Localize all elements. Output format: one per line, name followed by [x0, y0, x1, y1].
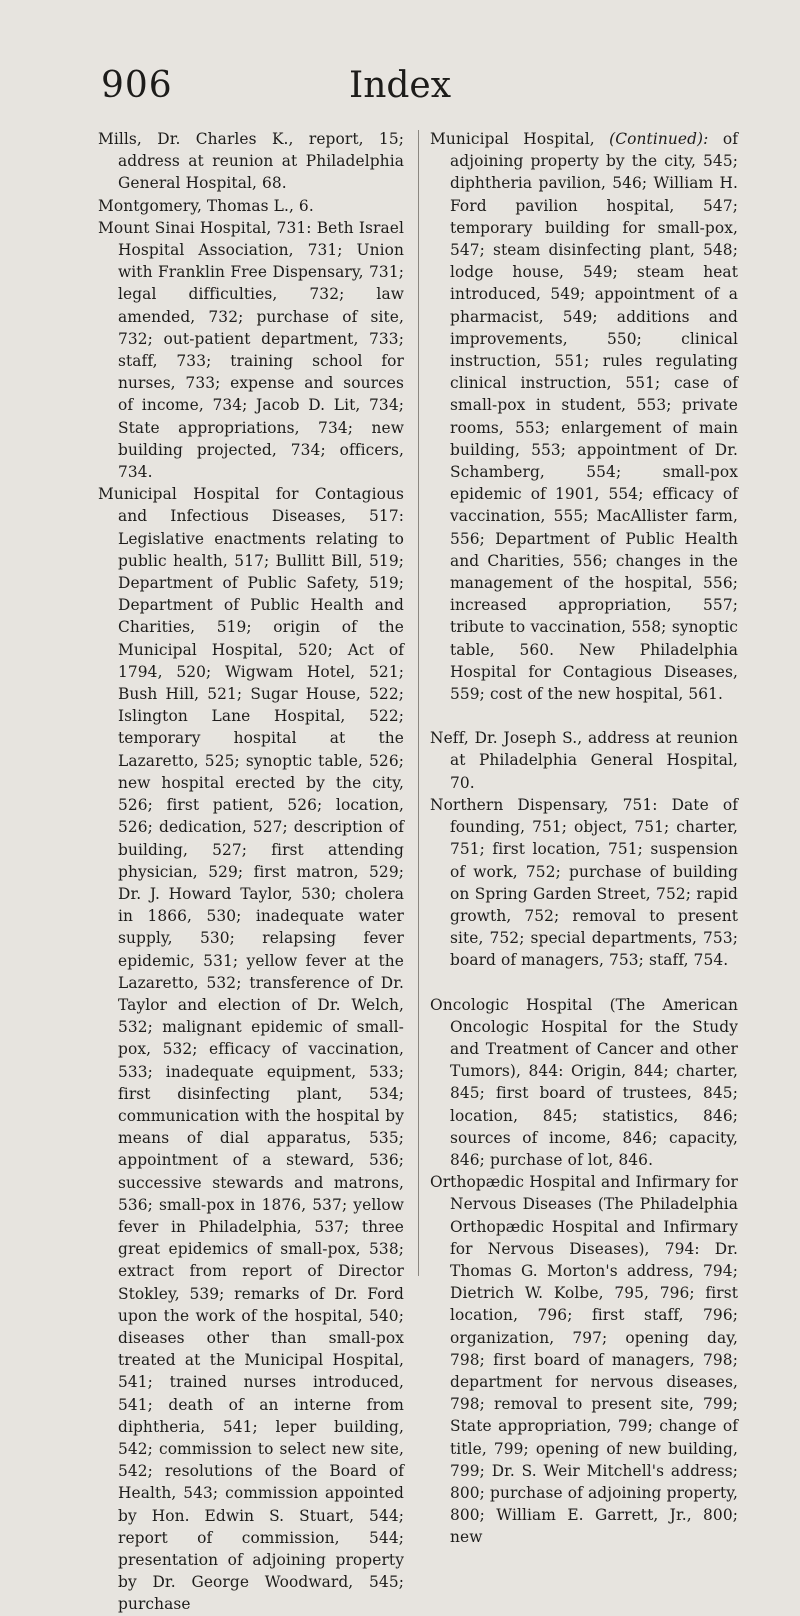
index-entry-mills: Mills, Dr. Charles K., report, 15; address at reunion at Philadelphia General Hospital, 68. [98, 130, 404, 193]
continued-label: (Continued): [609, 130, 709, 148]
left-column [98, 128, 404, 1616]
index-entry-neff: Neff, Dr. Joseph S., address at reunion at Philadelphia General Hospital, 70. [430, 729, 738, 792]
running-title: Index [348, 65, 452, 106]
index-entry-mount-sinai: Mount Sinai Hospital, 731: Beth Israel Hospital Association, 731; Union with Franklin Free Dispensary, 731; legal difficulties, 732; law amended, 732; purchase of site, 732; out-patient department, 733; staff, 733; training school for nurses, 733; expense and sources of income, 734; Jacob D. Lit, 734; State appropriations, 734; new building projected, 734; officers, 734. [98, 218, 404, 482]
continuation-text: of adjoining property by the city, 545; diphtheria pavilion, 546; William H. Ford pavilion hospital, 547; temporary building for small-pox, 547; steam disinfecting plant, 548; lodge house, 549; steam heat introduced, 549; appointment of a pharmacist, 549; additions and improvements, 550; clinical instruction, 551; rules regulating clinical instruction, 551; case of small-pox in student, 553; private rooms, 553; enlargement of main building, 553; appointment of Dr. Schamberg, 554; small-pox epidemic of 1901, 554; efficacy of vaccination, 555; MacAllister farm, 556; Department of Public Health and Charities, 556; changes in the management of the hospital, 556; increased appropriation, 557; tribute to vaccination, 558; synoptic table, 560. New Philadelphia Hospital for Contagious Diseases, 559; cost of the new hospital, 561. [450, 130, 739, 704]
index-entry-municipal-hospital: Municipal Hospital for Contagious and Infectious Diseases, 517: Legislative enactments relating to public health, 517; Bullitt Bill, 519; Department of Public Safety, 519; Department of Public Health and Charities, 519; origin of the Municipal Hospital, 520; Act of 1794, 520; Wigwam Hotel, 521; Bush Hill, 521; Sugar House, 522; Islington Lane Hospital, 522; temporary hospital at the Lazaretto, 525; synoptic table, 526; new hospital erected by the city, 526; first patient, 526; location, 526; dedication, 527; description of building, 527; first attending physician, 529; first matron, 529; Dr. J. Howard Taylor, 530; cholera in 1866, 530; inadequate water supply, 530; relapsing fever epidemic, 531; yellow fever at the Lazaretto, 532; transference of Dr. Taylor and election of Dr. Welch, 532; malignant epidemic of small-pox, 532; efficacy of vaccination, 533; inadequate equipment, 533; first disinfecting plant, 534; communication with the hospital by means of dial apparatus, 535; appointment of a steward, 536; successive stewards and matrons, 536; small-pox in 1876, 537; yellow fever in Philadelphia, 537; three great epidemics of small-pox, 538; extract from report of Director Stokley, 539; remarks of Dr. Ford upon the work of the hospital, 540; diseases other than small-pox treated at the Municipal Hospital, 541; trained nurses introduced, 541; death of an interne from diphtheria, 541; leper building, 542; commission to select new site, 542; resolutions of the Board of Health, 543; commission appointed by Hon. Edwin S. Stuart, 544; report of commission, 544; presentation of adjoining property by Dr. George Woodward, 545; purchase [98, 485, 404, 1614]
index-entry-montgomery: Montgomery, Thomas L., 6. [98, 196, 314, 215]
right-column [430, 128, 738, 1549]
column-divider [418, 130, 419, 1276]
index-entry-northern-dispensary: Northern Dispensary, 751: Date of founding, 751; object, 751; charter, 751; first location, 751; suspension of work, 752; purchase of building on Spring Garden Street, 752; rapid growth, 752; removal to present site, 752; special departments, 753; board of managers, 753; staff, 754. [430, 795, 738, 970]
index-entry-municipal-continued [430, 128, 738, 705]
page-header [0, 65, 800, 112]
index-entry-oncologic-hospital: Oncologic Hospital (The American Oncologic Hospital for the Study and Treatment of Cancer and other Tumors), 844: Origin, 844; charter, 845; first board of trustees, 845; location, 845; statistics, 846; sources of income, 846; capacity, 846; purchase of lot, 846. [430, 995, 738, 1169]
index-entry-orthopaedic-hospital: Orthopædic Hospital and Infirmary for Nervous Diseases (The Philadelphia Orthopædic Hospital and Infirmary for Nervous Diseases), 794: Dr. Thomas G. Morton's address, 794; Dietrich W. Kolbe, 795, 796; first location, 796; first staff, 796; organization, 797; opening day, 798; first board of managers, 798; department for nervous diseases, 798; removal to present site, 799; State appropriation, 799; change of title, 799; opening of new building, 799; Dr. S. Weir Mitchell's address; 800; purchase of adjoining property, 800; William E. Garrett, Jr., 800; new [430, 1173, 738, 1547]
page-number: 906 [101, 65, 173, 106]
continuation-head: Municipal Hospital, [430, 130, 595, 148]
